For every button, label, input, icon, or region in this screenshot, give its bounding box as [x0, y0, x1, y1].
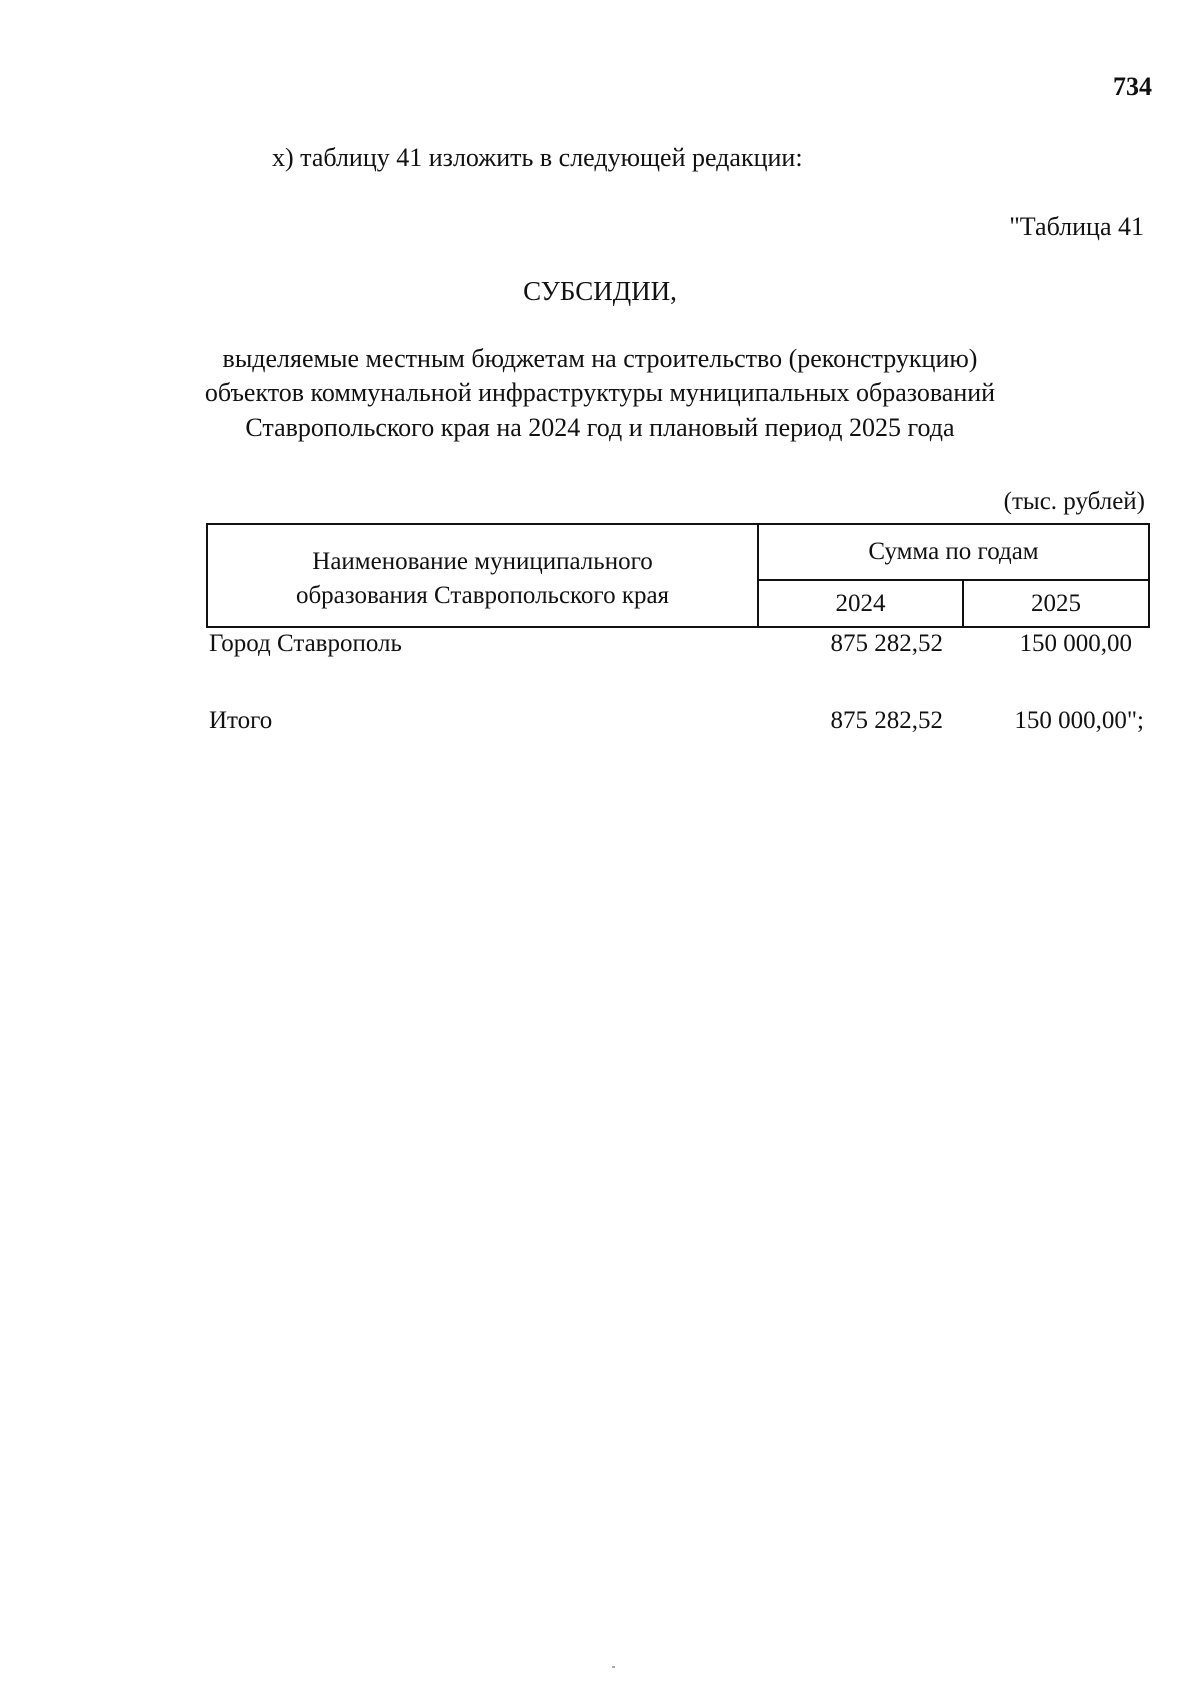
subtitle-line-1: выделяемые местным бюджетам на строительство (реконструкцию) — [222, 344, 978, 373]
header-name-cell — [206, 523, 759, 628]
header-name-line-2: образования Ставропольского края — [295, 582, 670, 609]
intro-text: х) таблицу 41 изложить в следующей редакции: — [272, 143, 803, 172]
row-name: Город Ставрополь — [209, 630, 402, 657]
header-name-line-1: Наименование муниципального — [312, 548, 653, 575]
header-year-2025: 2025 — [962, 579, 1150, 628]
header-sum-cell: Сумма по годам — [757, 523, 1150, 581]
subtitle-line-2: объектов коммунальной инфраструктуры муниципальных образований — [204, 378, 996, 407]
subtitle-line-3: Ставропольского края на 2024 год и плановый период 2025 года — [245, 413, 955, 442]
row-value-2025: 150 000,00 — [1019, 630, 1132, 657]
page-number: 734 — [1113, 72, 1152, 101]
unit-label: (тыс. рублей) — [1003, 488, 1145, 515]
total-value-2025: 150 000,00"; — [1014, 707, 1144, 734]
header-year-2024: 2024 — [757, 579, 964, 628]
total-value-2024: 875 282,52 — [830, 707, 943, 734]
document-title: СУБСИДИИ, — [523, 276, 677, 306]
table-reference: "Таблица 41 — [1009, 212, 1144, 241]
row-value-2024: 875 282,52 — [830, 630, 943, 657]
scan-speck — [612, 1666, 615, 1668]
total-label: Итого — [209, 707, 273, 734]
